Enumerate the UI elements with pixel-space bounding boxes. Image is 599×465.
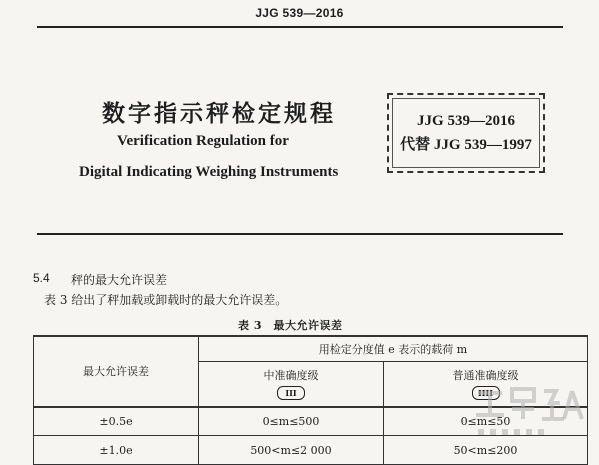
- section-title: 秤的最大允许误差: [71, 273, 168, 287]
- code-box-line2: 代替 JJG 539—1997: [400, 137, 532, 153]
- ordinary-range: 0≤m≤50: [384, 407, 588, 436]
- title-english-line1: Verification Regulation for: [117, 133, 289, 149]
- grade-medium-icon: III: [277, 386, 305, 400]
- grade-ordinary-label: 普通准确度级: [452, 369, 519, 383]
- header-load-cell: 用检定分度值 e 表示的载荷 m: [199, 336, 588, 362]
- watermark-logo: [468, 375, 593, 445]
- title-english-line2: Digital Indicating Weighing Instruments: [79, 164, 339, 180]
- header-mpe-cell: 最大允许误差: [34, 336, 199, 407]
- mpe-value: ±1.0e: [34, 436, 199, 465]
- regulation-code-box: [387, 93, 545, 173]
- page-header-code: JJG 539—2016: [255, 6, 344, 20]
- header-rule: [37, 26, 563, 28]
- medium-range: 0≤m≤500: [199, 407, 384, 436]
- grade-ordinary-icon: IIII: [472, 386, 500, 400]
- section-number: 5.4: [33, 271, 50, 285]
- grade-medium-label: 中准确度级: [263, 369, 319, 383]
- watermark-graphic: [468, 375, 593, 445]
- table-header-row: [34, 336, 588, 362]
- code-box-line1: JJG 539—2016: [417, 113, 515, 129]
- medium-range: 500<m≤2 000: [199, 436, 384, 465]
- table-caption: 表 3 最大允许误差: [238, 319, 343, 332]
- mpe-value: ±0.5e: [34, 407, 199, 436]
- grade-medium-cell: [199, 362, 384, 407]
- ordinary-range: 50<m≤200: [384, 436, 588, 465]
- section-paragraph: 表 3 给出了秤加载或卸载时的最大允许误差。: [44, 293, 288, 307]
- cover-separator-rule: [37, 233, 563, 235]
- title-chinese: 数字指示秤检定规程: [102, 100, 336, 127]
